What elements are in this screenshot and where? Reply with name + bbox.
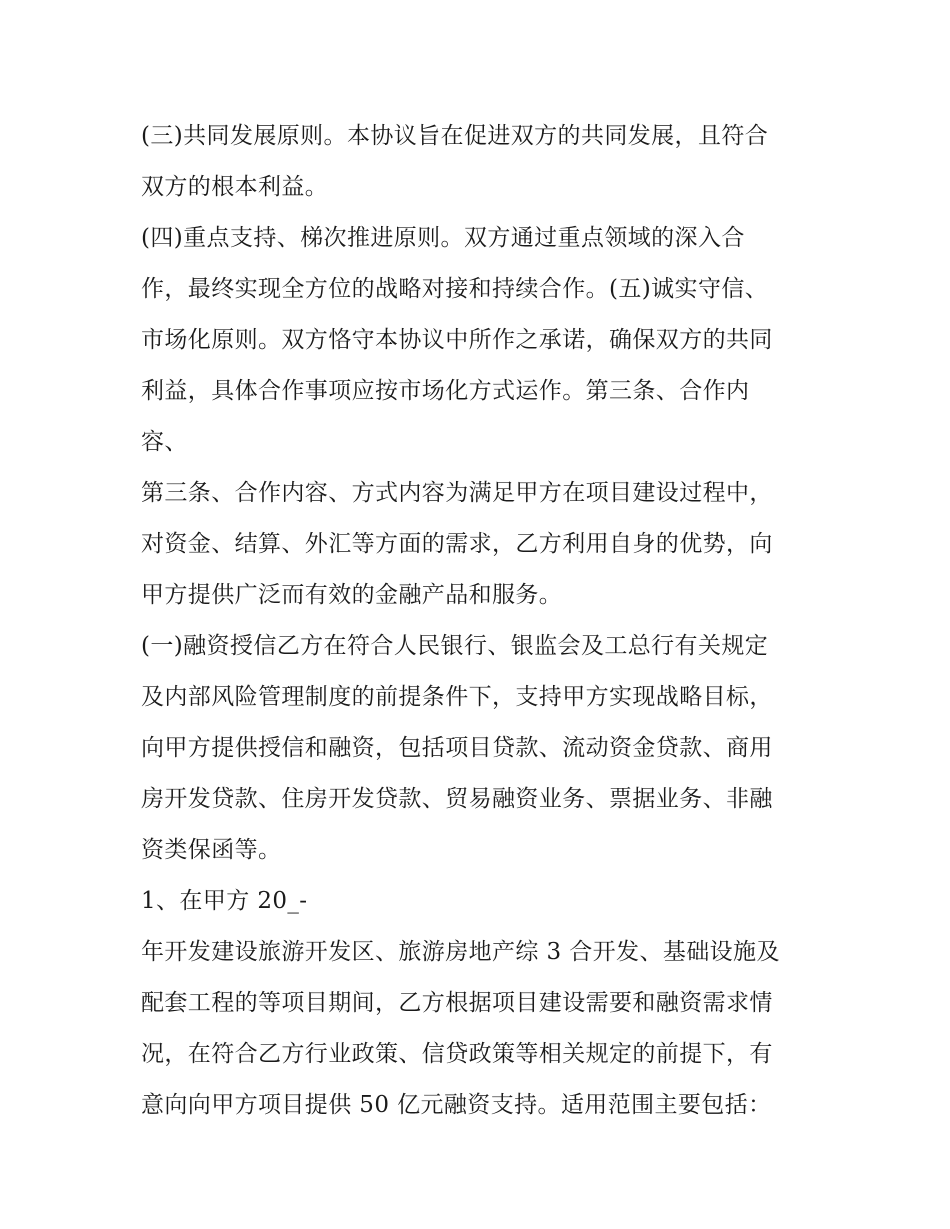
text-line: 配套工程的等项目期间，乙方根据项目建设需要和融资需求情 (141, 990, 773, 1016)
text-line: 第三条、合作内容、方式内容为满足甲方在项目建设过程中， (141, 480, 773, 506)
document-body (141, 111, 821, 1131)
text-line: 及内部风险管理制度的前提条件下，支持甲方实现战略目标， (141, 684, 773, 710)
text-line: 甲方提供广泛而有效的金融产品和服务。 (141, 582, 563, 608)
text-line: 资类保函等。 (141, 837, 282, 863)
text-line: 向甲方提供授信和融资，包括项目贷款、流动资金贷款、商用 (141, 735, 773, 761)
text-line: 容、 (141, 429, 188, 455)
text-line: 况，在符合乙方行业政策、信贷政策等相关规定的前提下，有 (141, 1041, 773, 1067)
text-line: 市场化原则。双方恪守本协议中所作之承诺，确保双方的共同 (141, 327, 773, 353)
text-line: 作，最终实现全方位的战略对接和持续合作。(五)诚实守信、 (141, 276, 769, 302)
text-line: (一)融资授信乙方在符合人民银行、银监会及工总行有关规定 (141, 633, 769, 659)
text-line: 双方的根本利益。 (141, 174, 329, 200)
text-line: 利益，具体合作事项应按市场化方式运作。第三条、合作内 (141, 378, 750, 404)
text-line: 年开发建设旅游开发区、旅游房地产综 3 合开发、基础设施及 (141, 939, 780, 965)
text-line: 意向向甲方项目提供 50 亿元融资支持。适用范围主要包括： (141, 1092, 772, 1118)
text-line: 1、在甲方 20_- (141, 888, 308, 914)
text-line: 对资金、结算、外汇等方面的需求，乙方利用自身的优势，向 (141, 531, 773, 557)
text-line: (三)共同发展原则。本协议旨在促进双方的共同发展，且符合 (141, 123, 769, 149)
text-line: (四)重点支持、梯次推进原则。双方通过重点领域的深入合 (141, 225, 745, 251)
text-line: 房开发贷款、住房开发贷款、贸易融资业务、票据业务、非融 (141, 786, 773, 812)
